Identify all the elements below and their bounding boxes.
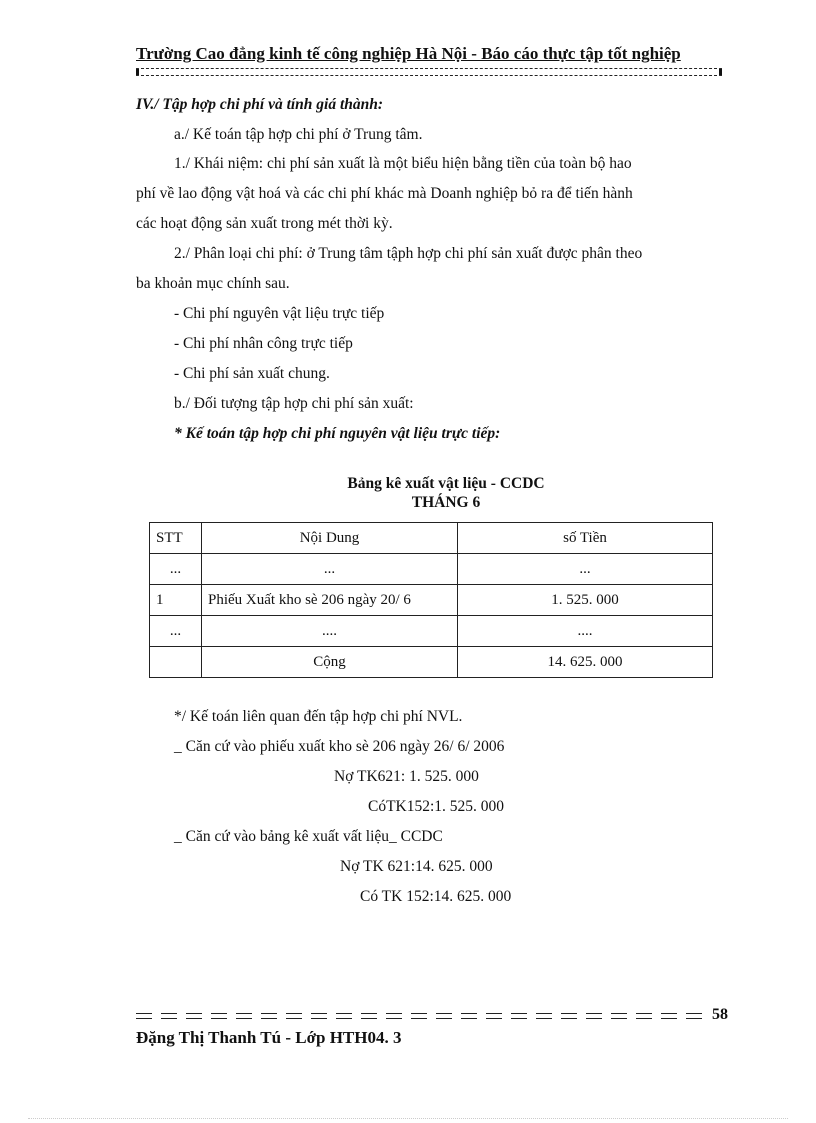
header-amount: số Tiền	[458, 523, 713, 554]
cell-amount: 1. 525. 000	[458, 585, 713, 616]
cell-amount: ....	[458, 616, 713, 647]
materials-issue-table	[149, 522, 713, 678]
bullet-item: - Chi phí sản xuất chung.	[174, 365, 330, 382]
table-total-row	[150, 647, 713, 678]
footer-author: Đặng Thị Thanh Tú - Lớp HTH04. 3	[136, 1028, 402, 1047]
entry-debit-2: Nợ TK 621:14. 625. 000	[340, 858, 493, 875]
paragraph-1-line-3: các hoạt động sản xuất trong mét thời kỳ.	[136, 215, 393, 232]
paragraph-2-line-1: 2./ Phân loại chi phí: ở Trung tâm tậph hợp chi phí sản xuất được phân theo	[174, 245, 643, 262]
table-row	[150, 616, 713, 647]
cell-amount: ...	[458, 554, 713, 585]
section-heading: IV./ Tập hợp chi phí và tính giá thành:	[136, 96, 384, 113]
paragraph-2-line-2: ba khoản mục chính sau.	[136, 275, 290, 292]
entry-basis-2: _ Căn cứ vào bảng kê xuất vất liệu_ CCDC	[174, 828, 443, 845]
table-title: Bảng kê xuất vật liệu - CCDC	[347, 475, 545, 492]
header-double-rule	[136, 68, 722, 76]
sub-heading-a: a./ Kế toán tập hợp chi phí ở Trung tâm.	[174, 126, 423, 143]
table-row	[150, 554, 713, 585]
entry-debit-1: Nợ TK621: 1. 525. 000	[334, 768, 479, 785]
header-stt: STT	[150, 523, 202, 554]
footer-dashed-rule	[136, 1013, 702, 1019]
cell-total-amount: 14. 625. 000	[458, 647, 713, 678]
cell-stt: ...	[150, 616, 202, 647]
table-header-row	[150, 523, 713, 554]
bullet-item: - Chi phí nhân công trực tiếp	[174, 335, 353, 352]
cell-content: ....	[202, 616, 458, 647]
entry-credit-1: CóTK152:1. 525. 000	[368, 798, 505, 815]
paragraph-1-line-1: 1./ Khái niệm: chi phí sản xuất là một biểu hiện bằng tiền của toàn bộ hao	[174, 155, 632, 172]
table-row	[150, 585, 713, 616]
cell-stt: ...	[150, 554, 202, 585]
page-bottom-edge	[28, 1118, 788, 1119]
page-number: 58	[712, 1006, 728, 1023]
entries-intro: */ Kế toán liên quan đến tập hợp chi phí NVL.	[174, 708, 463, 725]
table-subtitle: THÁNG 6	[411, 494, 481, 511]
header-content: Nội Dung	[202, 523, 458, 554]
paragraph-1-line-2: phí về lao động vật hoá và các chi phí khác mà Doanh nghiệp bỏ ra để tiến hành	[136, 185, 633, 202]
cell-content: ...	[202, 554, 458, 585]
bullet-item: - Chi phí nguyên vật liệu trực tiếp	[174, 305, 385, 322]
cell-stt	[150, 647, 202, 678]
cell-total-label: Cộng	[202, 647, 458, 678]
page-header-title: Trường Cao đẳng kinh tế công nghiệp Hà Nội - Báo cáo thực tập tốt nghiệp	[136, 44, 681, 63]
entry-credit-2: Có TK 152:14. 625. 000	[360, 888, 512, 905]
cell-content: Phiếu Xuất kho sè 206 ngày 20/ 6	[202, 585, 458, 616]
entry-basis-1: _ Căn cứ vào phiếu xuất kho sè 206 ngày 26/ 6/ 2006	[174, 738, 505, 755]
cell-stt: 1	[150, 585, 202, 616]
materials-cost-heading: * Kế toán tập hợp chi phí nguyên vật liệu trực tiếp:	[174, 425, 501, 442]
sub-heading-b: b./ Đối tượng tập hợp chi phí sản xuất:	[174, 395, 414, 412]
